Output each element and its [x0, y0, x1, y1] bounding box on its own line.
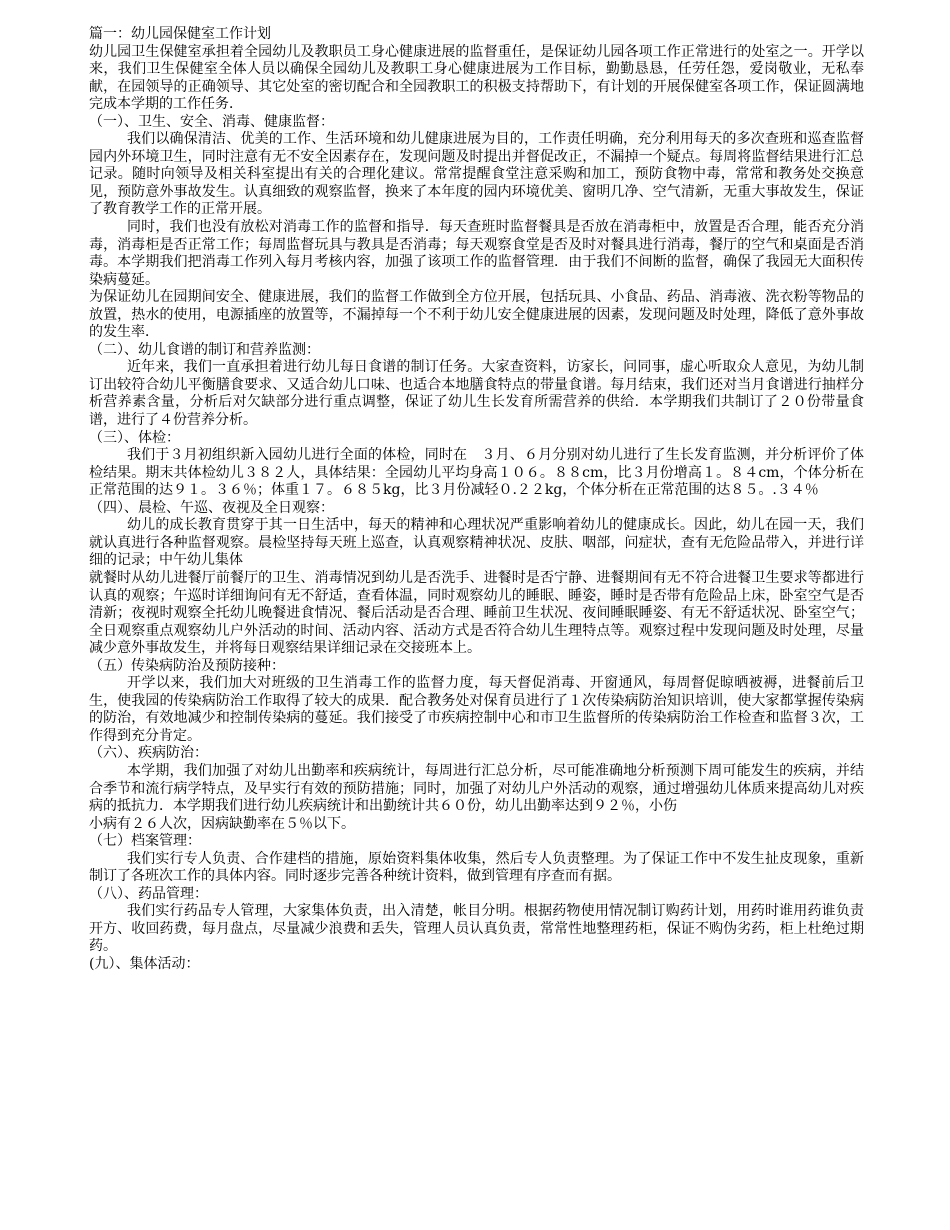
section-heading: （四）、晨检、午巡、夜视及全日观察：: [89, 499, 334, 516]
section-2: [89, 342, 864, 430]
section-6: [89, 745, 864, 833]
section-paragraph: 我们实行药品专人管理，大家集体负责，出入清楚，帐目分明。根据药物使用情况制订购药计划，用药时谁用药谁负责开方、收回药费，每月盘点，尽量减少浪费和丢失，管理人员认真负责，常常性地整理药柜，保证不购伪劣药，柜上杜绝过期药。: [89, 903, 864, 955]
section-paragraph: 本学期，我们加强了对幼儿出勤率和疾病统计，每周进行汇总分析，尽可能准确地分析预测下周可能发生的疾病，并结合季节和流行病学特点，及早实行有效的预防措施；同时，加强了对幼儿户外活动的观察，通过增强幼儿体质来提高幼儿对疾病的抵抗力．本学期我们进行幼儿疾病统计和出勤统计共６０份，幼儿出勤率达到９２％，小伤: [89, 762, 864, 815]
section-heading: （二）、幼儿食谱的制订和营养监测：: [89, 341, 320, 358]
section-8: [89, 886, 864, 956]
section-4: [89, 500, 864, 658]
section-heading: (九）、集体活动：: [89, 955, 200, 972]
section-7: [89, 833, 864, 886]
section-heading: （八）、药品管理：: [89, 885, 208, 902]
section-paragraph: 就餐时从幼儿进餐厅前餐厅的卫生、消毒情况到幼儿是否洗手、进餐时是否宁静、进餐期间有无不符合进餐卫生要求等都进行认真的观察；午巡时详细询问有无不舒适，查看体温，同时观察幼儿的睡眠、睡姿，睡时是否带有危险品上床，卧室空气是否清新；夜视时观察全托幼儿晚餐进食情况、餐后活动是否合理、睡前卫生状况、夜间睡眠睡姿、有无不舒适状况、卧室空气；全日观察重点观察幼儿户外活动的时间、活动内容、活动方式是否符合幼儿生理特点等。观察过程中发现问题及时处理，尽量减少意外事故发生，并将每日观察结果详细记录在交接班本上。: [89, 569, 864, 657]
section-3: [89, 430, 864, 500]
section-heading: （五）传染病防治及预防接种：: [89, 657, 285, 674]
section-paragraph: 开学以来，我们加大对班级的卫生消毒工作的监督力度，每天督促消毒、开窗通风，每周督促晾晒被褥，进餐前后卫生，使我园的传染病防治工作取得了较大的成果．配合教务处对保育员进行了１次传染病防治知识培训，使大家都掌握传染病的防治，有效地减少和控制传染病的蔓延。我们接受了市疾病控制中心和市卫生监督所的传染病防治工作检查和监督３次，工作得到充分肯定。: [89, 675, 864, 744]
section-9: [89, 956, 864, 974]
section-paragraph: 我们实行专人负责、合作建档的措施，原始资料集体收集，然后专人负责整理。为了保证工作中不发生扯皮现象，重新制订了各班次工作的具体内容。同时逐步完善各种统计资料，做到管理有序查而有据。: [89, 850, 864, 885]
section-paragraph: 我们于３月初组织新入园幼儿进行全面的体检，同时在 ３月、６月分别对幼儿进行了生长发育监测，并分析评价了体检结果。期末共体检幼儿３８２人，具体结果：全园幼儿平均身高１０６。８８cm，比３月份增高１。８４cm，个体分析在正常范围的达９１。３６％；体重１７。６８５kg，比３月份减轻０.２２kg，个体分析在正常范围的达８５。.３４％: [89, 447, 864, 499]
section-paragraph: 同时，我们也没有放松对消毒工作的监督和指导．每天查班时监督餐具是否放在消毒柜中，放置是否合理，能否充分消毒，消毒柜是否正常工作；每周监督玩具与教具是否消毒；每天观察食堂是否及时对餐具进行消毒，餐厅的空气和桌面是否消毒。本学期我们把消毒工作列入每月考核内容，加强了该项工作的监督管理．由于我们不间断的监督，确保了我园无大面积传染病蔓延。: [89, 219, 864, 288]
section-paragraph: 近年来，我们一直承担着进行幼儿每日食谱的制订任务。大家查资料，访家长，问同事，虚心听取众人意见，为幼儿制订出较符合幼儿平衡膳食要求、又适合幼儿口味、也适合本地膳食特点的带量食谱。每月结束，我们还对当月食谱进行抽样分析营养素含量，分析后对欠缺部分进行重点调整，保证了幼儿生长发育所需营养的供给．本学期我们共制订了２０份带量食谱，进行了４份营养分析。: [89, 359, 864, 429]
section-paragraph: 幼儿的成长教育贯穿于其一日生活中，每天的精神和心理状况严重影响着幼儿的健康成长。因此，幼儿在园一天，我们就认真进行各种监督观察。晨检坚持每天班上巡查，认真观察精神状况、皮肤、咽部，问症状，查有无危险品带入，并进行详细的记录；中午幼儿集体: [89, 517, 864, 569]
document-title: 篇一：幼儿园保健室工作计划: [89, 26, 271, 42]
section-heading: （七）档案管理：: [89, 833, 201, 850]
section-paragraph: 我们以确保清洁、优美的工作、生活环境和幼儿健康进展为目的，工作责任明确，充分利用每天的多次查班和巡查监督园内外环境卫生，同时注意有无不安全因素存在，发现问题及时提出并督促改正，不漏掉一个疑点。每周将监督结果进行汇总记录。随时向领导及相关科室提出有关的合理化建议。常常提醒食堂注意采购和加工，预防食物中毒，常常和教务处交换意见，预防意外事故发生。认真细致的观察监督，换来了本年度的园内环境优美、窗明几净、空气清新，无重大事故发生，保证了教育教学工作的正常开展。: [89, 131, 864, 218]
section-heading: （三）、体检：: [89, 429, 180, 446]
section-heading: （一）、卫生、安全、消毒、健康监督：: [89, 113, 334, 130]
section-paragraph: 为保证幼儿在园期间安全、健康进展，我们的监督工作做到全方位开展，包括玩具、小食品、药品、消毒液、洗衣粉等物品的放置，热水的使用，电源插座的放置等，不漏掉每一个不利于幼儿安全健康进展的因素，发现问题及时处理，降低了意外事故的发生率．: [89, 289, 864, 341]
section-1: [89, 114, 864, 342]
section-5: [89, 658, 864, 746]
document-sections: [89, 114, 864, 974]
section-heading: （六）、疾病防治：: [89, 745, 208, 762]
document-page: [89, 26, 864, 974]
intro-paragraph: 幼儿园卫生保健室承担着全园幼儿及教职员工身心健康进展的监督重任，是保证幼儿园各项工作正常进行的处室之一。开学以来，我们卫生保健室全体人员以确保全园幼儿及教职工身心健康进展为工作目标，勤勤恳恳，任劳任怨，爱岗敬业，无私奉献，在园领导的正确领导、其它处室的密切配合和全园教职工的积极支持帮助下，有计划的开展保健室各项工作，保证圆满地完成本学期的工作任务．: [89, 43, 864, 113]
section-paragraph: 小病有２６人次，因病缺勤率在５％以下。: [89, 815, 355, 832]
